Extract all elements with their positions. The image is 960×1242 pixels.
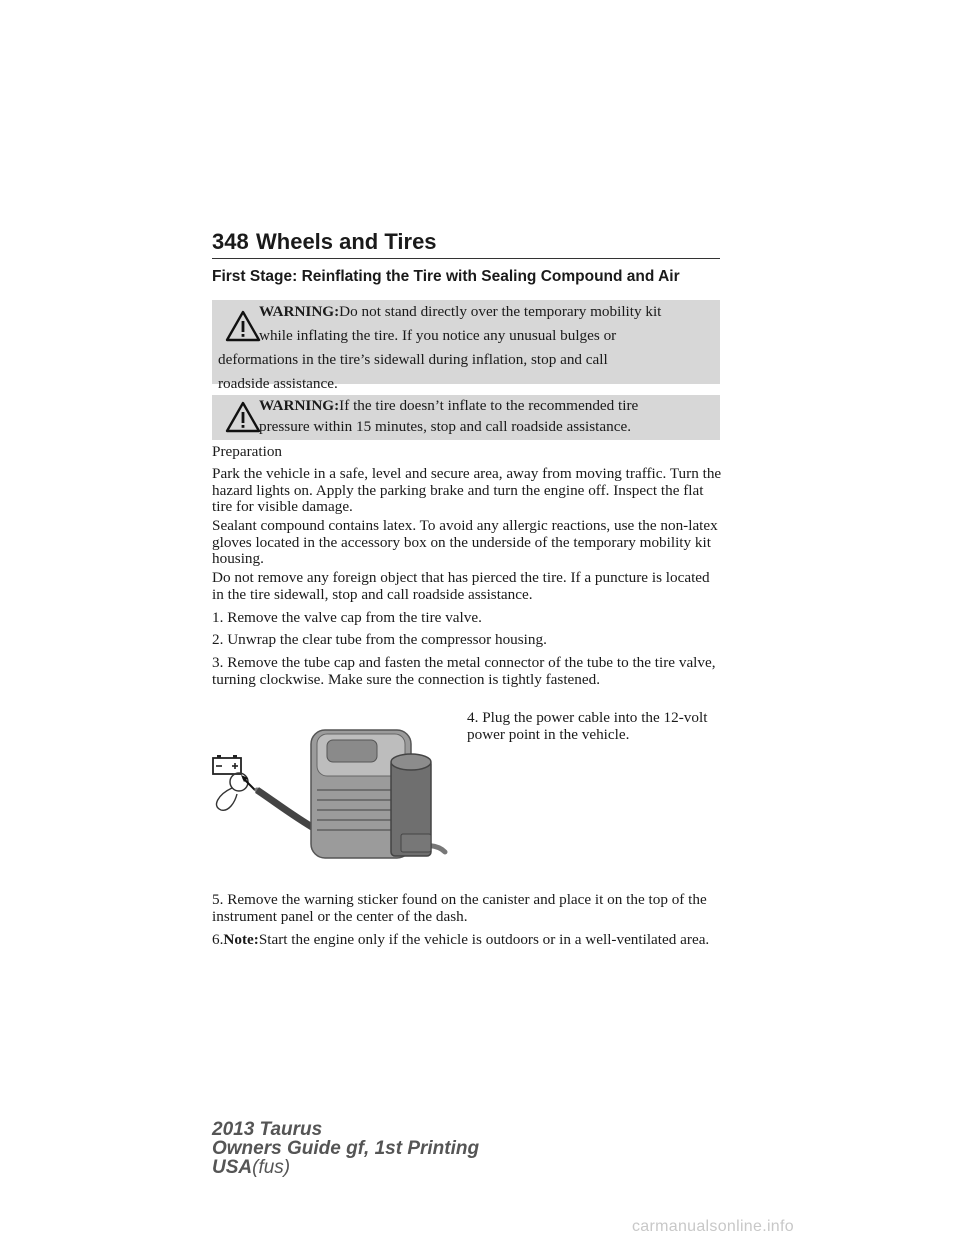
warning-label: WARNING: [259,397,340,414]
warning-box-2 [212,395,720,440]
section-title: Wheels and Tires [256,229,437,254]
footer-line-1: 2013 Taurus [212,1119,323,1140]
step-4: 4. Plug the power cable into the 12-volt power point in the vehicle. [467,709,708,743]
warning-text-line: pressure within 15 minutes, stop and call roadside assistance. [259,418,632,435]
step-6-text: Start the engine only if the vehicle is outdoors or in a well-ventilated area. [258,931,710,948]
step-6-number: 6. [212,931,224,948]
subheading: First Stage: Reinflating the Tire with Sealing Compound and Air [212,268,680,285]
step-2: 2. Unwrap the clear tube from the compressor housing. [212,631,547,648]
paragraph: Sealant compound contains latex. To avoid any allergic reactions, use the non-latex gloves located in the accessory box on the underside of the temporary mobility kit housing. [212,517,718,567]
warning-label: WARNING: [259,303,340,320]
footer [212,1120,479,1177]
page-number: 348 [212,229,249,254]
step-6-note-label: Note: [223,931,259,948]
battery-icon [213,755,241,774]
footer-region-code: (fus) [252,1157,291,1178]
warning-triangle-icon [225,401,261,433]
step-5: 5. Remove the warning sticker found on the canister and place it on the top of the instrument panel or the center of the dash. [212,891,707,925]
warning-text-line: If the tire doesn’t inflate to the recommended tire [339,397,639,414]
warning-text-line: deformations in the tire’s sidewall during inflation, stop and call [218,351,608,368]
preparation-heading: Preparation [212,443,283,460]
footer-line-3 [212,1158,479,1177]
compressor-figure [205,712,455,877]
step-3: 3. Remove the tube cap and fasten the metal connector of the tube to the tire valve, turning clockwise. Make sure the connection is tightly fastened. [212,654,716,688]
step-1: 1. Remove the valve cap from the tire valve. [212,609,482,626]
watermark: carmanualsonline.info [632,1218,794,1235]
paragraph: Do not remove any foreign object that has pierced the tire. If a puncture is located in the tire sidewall, stop and call roadside assistance. [212,569,710,603]
warning-triangle-icon [225,310,261,342]
warning-text-line: while inflating the tire. If you notice any unusual bulges or [259,327,617,344]
warning-box-1 [212,300,720,392]
power-plug-icon [217,773,255,810]
warning-text-line: roadside assistance. [218,375,338,392]
warning-text-line: Do not stand directly over the temporary mobility kit [339,303,662,320]
paragraph: Park the vehicle in a safe, level and secure area, away from moving traffic. Turn the hazard lights on. Apply the parking brake and turn the engine off. Inspect the flat tire for visible damage. [212,465,722,515]
footer-region: USA [212,1157,253,1178]
header-rule [212,258,720,259]
footer-line-2: Owners Guide gf, 1st Printing [212,1138,480,1159]
step-6 [212,932,724,949]
